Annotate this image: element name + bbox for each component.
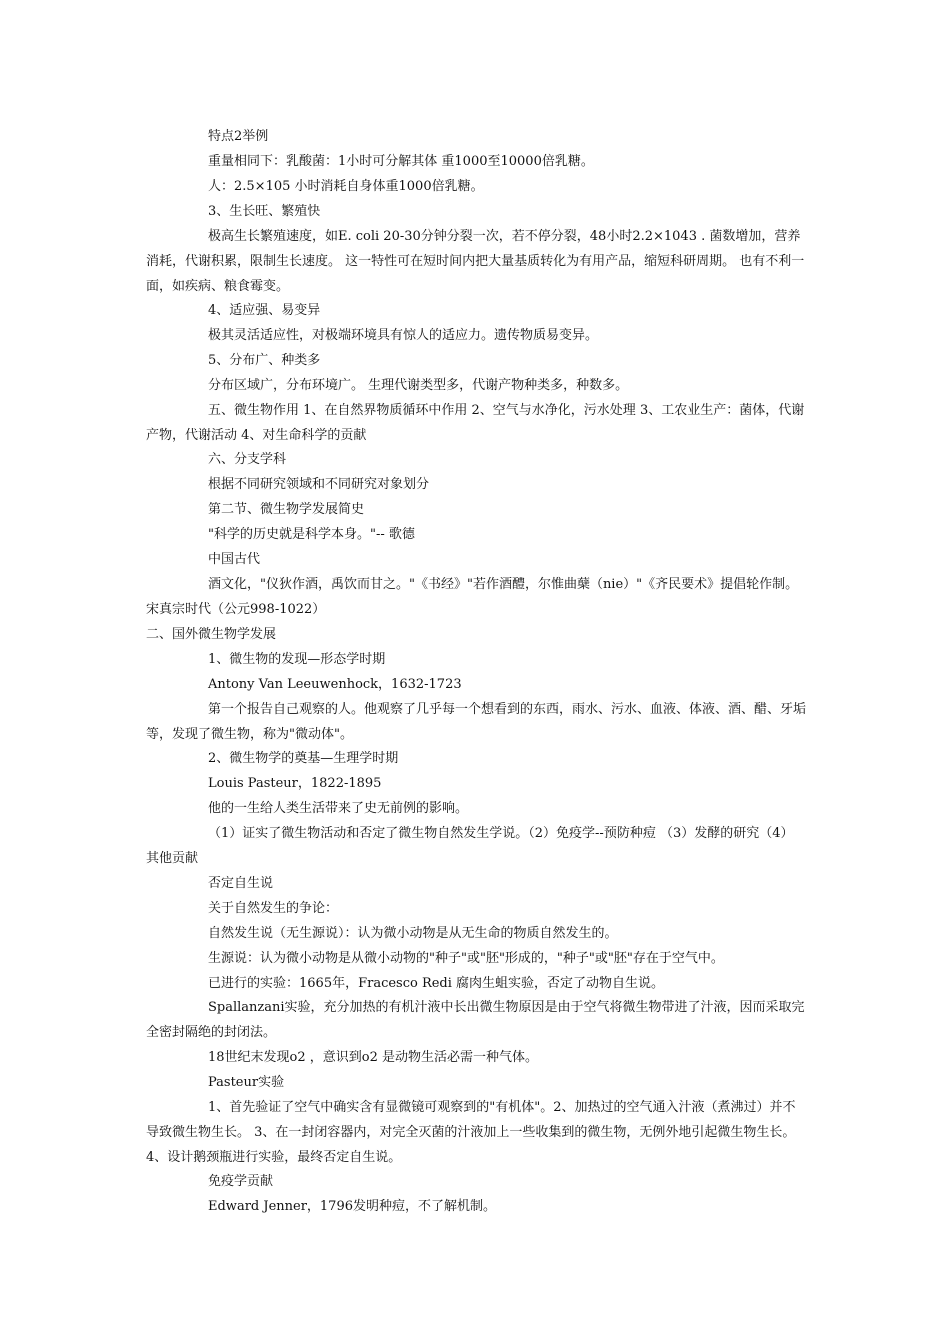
section-heading: 2、微生物学的奠基—生理学时期 [208, 751, 399, 766]
paragraph: Louis Pasteur，1822-1895 [208, 776, 382, 791]
paragraph: 第一个报告自己观察的人。他观察了几乎每一个想看到的东西，雨水、污水、血液、体液、酒、醋、牙垢等，发现了微生物，称为"微动体"。 [146, 702, 807, 742]
section-heading: 免疫学贡献 [208, 1174, 274, 1189]
section-heading: 第二节、微生物学发展简史 [208, 502, 365, 517]
paragraph: 人：2.5×105 小时消耗自身体重1000倍乳糖。 [208, 179, 484, 194]
paragraph: 已进行的实验：1665年，Fracesco Redi 腐肉生蛆实验，否定了动物自生说。 [208, 976, 665, 991]
paragraph: 他的一生给人类生活带来了史无前例的影响。 [208, 801, 469, 816]
quote: "科学的历史就是科学本身。"-- 歌德 [208, 527, 415, 542]
paragraph: 分布区域广，分布环境广。 生理代谢类型多，代谢产物种类多，种数多。 [208, 378, 629, 393]
section-heading: 4、适应强、易变异 [208, 303, 321, 318]
section-heading: 5、分布广、种类多 [208, 353, 321, 368]
paragraph: 五、微生物作用 1、在自然界物质循环中作用 2、空气与水净化，污水处理 3、工农业生产：菌体，代谢产物，代谢活动 4、对生命科学的贡献 [146, 403, 805, 443]
section-heading: 六、分支学科 [208, 452, 287, 467]
paragraph: 极其灵活适应性，对极端环境具有惊人的适应力。遗传物质易变异。 [208, 328, 599, 343]
section-heading: 否定自生说 [208, 876, 274, 891]
paragraph: Antony Van Leeuwenhock，1632-1723 [208, 677, 462, 692]
paragraph: 生源说：认为微小动物是从微小动物的"种子"或"胚"形成的，"种子"或"胚"存在于空气中。 [208, 951, 724, 966]
paragraph: （1）证实了微生物活动和否定了微生物自然发生学说。（2）免疫学--预防种痘 （3）发酵的研究（4）其他贡献 [146, 826, 794, 866]
section-heading: 1、微生物的发现—形态学时期 [208, 652, 386, 667]
paragraph: 18世纪末发现o2 ，意识到o2 是动物生活必需一种气体。 [208, 1050, 539, 1065]
paragraph: 酒文化，"仪狄作酒，禹饮而甘之。"《书经》"若作酒醴，尔惟曲蘖（nie）"《齐民要术》提倡轮作制。 [208, 577, 799, 592]
paragraph: 1、首先验证了空气中确实含有显微镜可观察到的"有机体"。2、加热过的空气通入汁液（煮沸过）并不导致微生物生长。 3、在一封闭容器内，对完全灭菌的汁液加上一些收集到的微生物，无例外地引起微生物生长。 4、设计鹅颈瓶进行实验，最终否定自生说。 [146, 1100, 796, 1165]
paragraph: 自然发生说（无生源说）：认为微小动物是从无生命的物质自然发生的。 [208, 926, 618, 941]
paragraph: 根据不同研究领域和不同研究对象划分 [208, 477, 430, 492]
paragraph: 关于自然发生的争论： [208, 901, 339, 916]
paragraph: 特点2举例 [208, 129, 269, 144]
paragraph: 极高生长繁殖速度，如E. coli 20-30分钟分裂一次，若不停分裂，48小时2.2×1043 . 菌数增加，营养消耗，代谢积累，限制生长速度。 这一特性可在短时间内把大量基质转化为有用产品，缩短科研周期。 也有不利一面，如疾病、粮食霉变。 [146, 229, 805, 294]
paragraph: Edward Jenner，1796发明种痘，不了解机制。 [208, 1199, 496, 1214]
section-heading: 中国古代 [208, 552, 261, 567]
paragraph: Spallanzani实验，充分加热的有机汁液中长出微生物原因是由于空气将微生物带进了汁液，因而采取完全密封隔绝的封闭法。 [146, 1000, 805, 1040]
section-heading: Pasteur实验 [208, 1075, 285, 1090]
paragraph: 重量相同下：乳酸菌：1小时可分解其体 重1000至10000倍乳糖。 [208, 154, 594, 169]
paragraph: 宋真宗时代（公元998-1022） [146, 602, 326, 617]
section-heading: 3、生长旺、繁殖快 [208, 204, 321, 219]
section-heading: 二、国外微生物学发展 [146, 627, 277, 642]
